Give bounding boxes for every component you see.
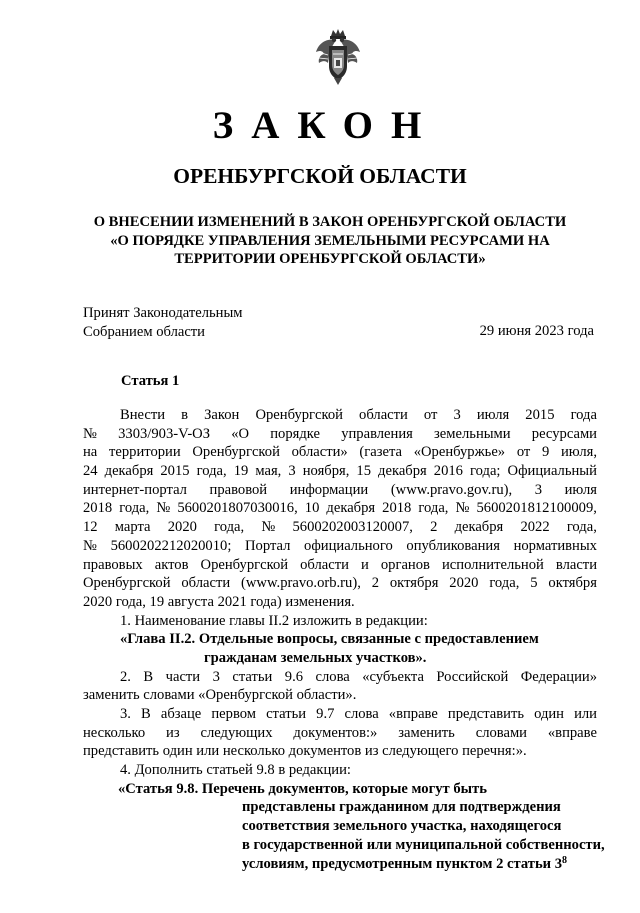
- word: 24: [83, 463, 98, 480]
- word: Российской: [436, 668, 509, 685]
- text-line: [83, 724, 597, 743]
- word: (газета: [359, 444, 402, 461]
- text-line: [83, 518, 597, 537]
- word: из: [166, 724, 180, 741]
- word: 2018: [382, 500, 412, 517]
- word: В: [141, 706, 151, 722]
- subtitle-line: ТЕРРИТОРИИ ОРЕНБУРГСКОЙ ОБЛАСТИ»: [174, 251, 486, 267]
- word: №: [156, 500, 171, 517]
- word: 3.: [120, 706, 131, 722]
- word: информации: [289, 481, 369, 498]
- text-line: [83, 481, 597, 500]
- word: опубликования: [406, 537, 500, 554]
- word: территории: [109, 444, 181, 461]
- word: от: [516, 444, 531, 461]
- word: (www.pravo.gov.ru),: [390, 481, 513, 498]
- coat-of-arms-emblem: [314, 28, 362, 86]
- adoption-body: [83, 304, 242, 341]
- article-9-8-title: «Статья 9.8. Перечень документов, которые могут быть: [118, 780, 487, 797]
- document-subtitle: [60, 213, 600, 269]
- word: 9.7: [316, 706, 335, 722]
- word: №: [83, 537, 97, 554]
- word: 12: [83, 519, 98, 536]
- word: Федерации»: [520, 668, 597, 685]
- word: «О: [231, 425, 250, 442]
- word: от: [423, 407, 438, 423]
- word: нормативных: [513, 537, 597, 554]
- article-9-8-title-line: представлены гражданином для подтверждения: [242, 799, 561, 816]
- word: 2: [430, 519, 438, 536]
- word: несколько: [83, 724, 146, 741]
- word: 2015: [160, 463, 190, 480]
- word: Оренбургской: [255, 407, 343, 423]
- adoption-line: Собранием области: [83, 323, 205, 340]
- word: №: [455, 500, 470, 517]
- word: июля: [564, 481, 597, 498]
- word: марта: [114, 519, 151, 536]
- word: декабря: [378, 463, 427, 480]
- subtitle-line: О ВНЕСЕНИИ ИЗМЕНЕНИЙ В ЗАКОН ОРЕНБУРГСКОЙ ОБЛАСТИ: [93, 214, 567, 230]
- word: статьи: [266, 706, 307, 722]
- text-line: [83, 425, 597, 444]
- article-9-8-title-line: соответствия земельного участка, находящегося: [242, 818, 562, 835]
- word: актов: [154, 556, 189, 573]
- word: №: [83, 425, 97, 442]
- word: абзаце: [160, 706, 202, 722]
- word: 2018: [83, 500, 113, 517]
- word: правовой: [209, 481, 268, 498]
- word: области: [300, 556, 349, 573]
- word: «вправе: [388, 706, 438, 722]
- text-line: заменить словами «Оренбургской области».: [83, 687, 357, 704]
- word: октября: [389, 575, 439, 592]
- article-body: [83, 406, 605, 873]
- word: года,: [566, 519, 597, 536]
- word: один: [534, 706, 564, 722]
- word: официального: [304, 537, 393, 554]
- subtitle-line: «О ПОРЯДКЕ УПРАВЛЕНИЯ ЗЕМЕЛЬНЫМИ РЕСУРСАМИ НА: [110, 232, 550, 249]
- word: заменить: [398, 724, 455, 741]
- word: 2: [371, 575, 380, 592]
- word: 2020: [449, 575, 479, 592]
- word: интернет-портал: [83, 481, 187, 498]
- article-9-8-title-line: в государственной или муниципальной собственности,: [242, 836, 605, 853]
- adoption-line: Принят Законодательным: [83, 305, 243, 321]
- word: порядке: [270, 425, 320, 442]
- word: Оренбургской: [200, 556, 289, 573]
- item-3: [83, 705, 597, 724]
- text-line: [83, 406, 597, 425]
- word: 3: [288, 463, 296, 480]
- article-heading: Статья 1: [121, 373, 180, 389]
- word: мая,: [255, 463, 282, 480]
- word: года,: [196, 463, 227, 480]
- word: словами: [475, 724, 527, 741]
- word: документов:»: [293, 724, 378, 741]
- word: 2016: [433, 463, 463, 480]
- word: 2015: [525, 407, 555, 423]
- word: 9.6: [284, 668, 304, 685]
- word: управления: [341, 425, 413, 442]
- document-region: ОРЕНБУРГСКОЙ ОБЛАСТИ: [173, 164, 467, 188]
- word: Портал: [245, 537, 291, 554]
- word: первом: [211, 706, 256, 722]
- word: 3303/903-V-ОЗ: [118, 425, 211, 442]
- word: декабря: [454, 519, 504, 536]
- text-line: [83, 556, 597, 575]
- word: №: [261, 519, 276, 536]
- word: декабря: [326, 500, 376, 517]
- text-line: [83, 499, 597, 518]
- word: области»: [291, 444, 348, 461]
- word: и: [360, 556, 369, 573]
- item-2: [83, 668, 597, 687]
- superscript: 8: [562, 854, 568, 866]
- word: Оренбургской: [192, 444, 280, 461]
- word: декабря: [104, 463, 154, 480]
- word: слова: [344, 706, 379, 722]
- word: земельными: [434, 425, 511, 442]
- word: Оренбургской: [83, 575, 171, 592]
- word: года,: [214, 519, 245, 536]
- adoption-date: 29 июня 2023 года: [479, 323, 594, 339]
- word: 2022: [520, 519, 550, 536]
- word: Внести: [120, 407, 166, 423]
- chapter-title-line: «Глава II.2. Отдельные вопросы, связанные с предоставлением: [120, 631, 539, 648]
- word: правовых: [83, 556, 143, 573]
- word: года: [570, 407, 597, 423]
- word: 5600202003120007,: [292, 519, 413, 536]
- word: года,: [489, 575, 520, 592]
- word: В: [143, 668, 154, 685]
- word: 10: [304, 500, 320, 517]
- word: октября: [548, 575, 597, 592]
- word: 5: [530, 575, 538, 592]
- word: слова: [315, 668, 350, 685]
- word: «субъекта: [362, 668, 424, 685]
- word: Закон: [204, 407, 240, 423]
- word: «вправе: [547, 724, 597, 741]
- word: следующих: [200, 724, 273, 741]
- word: 5600202212020010;: [110, 537, 232, 554]
- word: статьи: [232, 668, 273, 685]
- word: органов: [380, 556, 430, 573]
- article-9-8-title-text: условиям, предусмотренным пунктом 2 статьи 3: [242, 855, 563, 872]
- word: ноября,: [302, 463, 350, 480]
- text-line: [83, 443, 597, 462]
- text-line: [83, 574, 597, 593]
- word: 3: [212, 668, 220, 685]
- word: 15: [356, 463, 371, 480]
- article-9-8-title-line: [83, 855, 597, 874]
- document-title: ЗАКОН: [212, 104, 440, 147]
- text-line: 2020 года, 19 августа 2021 года) изменения.: [83, 593, 355, 610]
- word: представить: [447, 706, 524, 722]
- text-line: представить один или несколько документов из следующего перечня:».: [83, 743, 527, 760]
- text-line: [83, 462, 597, 481]
- word: 19: [233, 463, 249, 480]
- word: в: [181, 407, 189, 423]
- word: 9: [542, 444, 550, 461]
- word: области: [359, 407, 408, 423]
- word: 2.: [120, 668, 131, 685]
- word: 5600201807030016,: [177, 500, 298, 517]
- word: ресурсами: [531, 425, 597, 442]
- word: года,: [418, 500, 449, 517]
- word: 2020: [167, 519, 197, 536]
- word: 5600201812100009,: [476, 500, 597, 517]
- text-line: [83, 537, 597, 556]
- word: части: [165, 668, 201, 685]
- word: года;: [470, 463, 501, 480]
- item-1: 1. Наименование главы II.2 изложить в редакции:: [120, 612, 428, 629]
- word: на: [83, 444, 98, 461]
- word: Официальный: [507, 463, 597, 480]
- chapter-title-line: гражданам земельных участков».: [204, 649, 427, 666]
- word: (www.pravo.orb.ru),: [241, 575, 361, 592]
- word: 3: [453, 407, 461, 423]
- word: области: [181, 575, 231, 592]
- word: власти: [555, 556, 597, 573]
- item-4: 4. Дополнить статьей 9.8 в редакции:: [120, 762, 351, 779]
- word: «Оренбуржье»: [413, 444, 506, 461]
- word: 3: [534, 481, 543, 498]
- word: исполнительной: [441, 556, 544, 573]
- word: июля,: [561, 444, 597, 461]
- word: или: [574, 706, 597, 722]
- word: июля: [476, 407, 510, 423]
- word: года,: [119, 500, 150, 517]
